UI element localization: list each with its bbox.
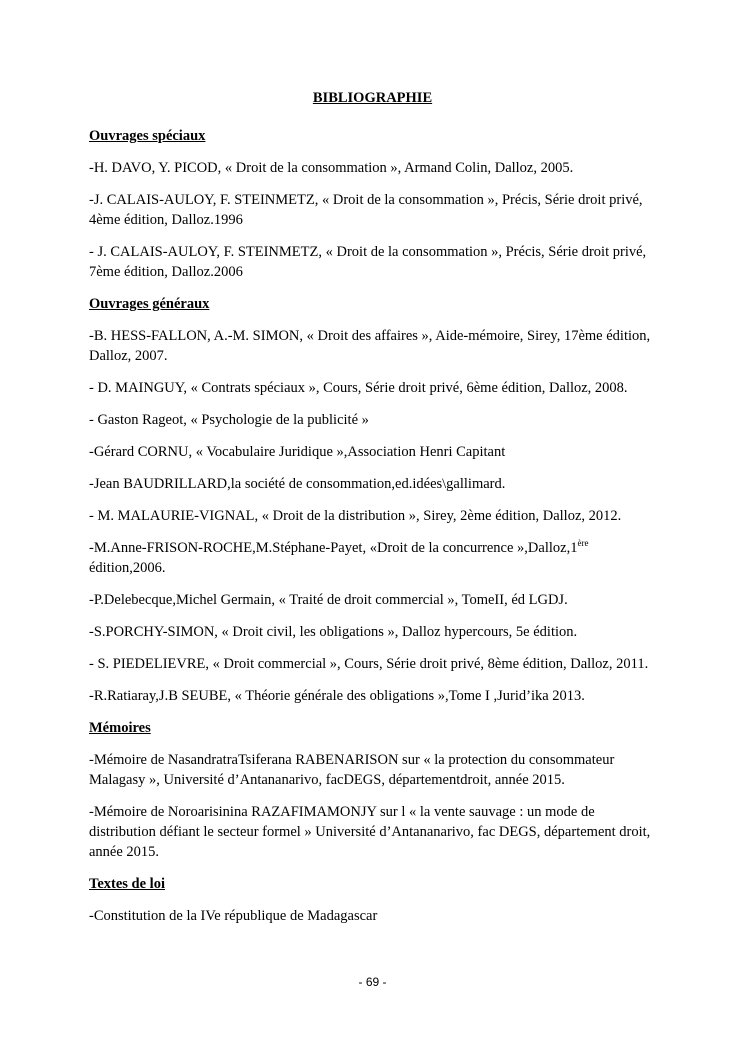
entry-text: -M.Anne-FRISON-ROCHE,M.Stéphane-Payet, «Droit de la concurrence »,Dalloz,1 (89, 540, 578, 556)
section-heading-textes-de-loi: Textes de loi (89, 876, 165, 892)
bibliography-entry: - J. CALAIS-AULOY, F. STEINMETZ, « Droit de la consommation », Précis, Série droit privé, 7ème édition, Dalloz.2006 (89, 244, 647, 280)
bibliography-entry: -R.Ratiaray,J.B SEUBE, « Théorie générale des obligations »,Tome I ,Jurid’ika 2013. (89, 688, 585, 704)
bibliography-entry: -P.Delebecque,Michel Germain, « Traité de droit commercial », TomeII, éd LGDJ. (89, 592, 568, 608)
bibliography-entry: -Constitution de la IVe république de Madagascar (89, 908, 378, 924)
section-heading-ouvrages-speciaux: Ouvrages spéciaux (89, 128, 206, 144)
section-heading-memoires: Mémoires (89, 720, 151, 736)
bibliography-entry: -Mémoire de Noroarisinina RAZAFIMAMONJY sur l « la vente sauvage : un mode de distribution défiant le secteur formel » Université d’Antananarivo, fac DEGS, département droit, année 2015. (89, 804, 651, 860)
bibliography-entry: -B. HESS-FALLON, A.-M. SIMON, « Droit des affaires », Aide-mémoire, Sirey, 17ème édition, Dalloz, 2007. (89, 328, 651, 364)
bibliography-entry-frison-roche (89, 538, 651, 578)
page-title: BIBLIOGRAPHIE (312, 90, 433, 106)
page-number: - 69 - (358, 975, 387, 989)
bibliography-entry: - S. PIEDELIEVRE, « Droit commercial », Cours, Série droit privé, 8ème édition, Dalloz, 2011. (89, 656, 649, 672)
bibliography-entry: - D. MAINGUY, « Contrats spéciaux », Cours, Série droit privé, 6ème édition, Dalloz, 2008. (89, 380, 628, 396)
bibliography-entry: -Jean BAUDRILLARD,la société de consommation,ed.idées\gallimard. (89, 476, 506, 492)
bibliography-entry: -Mémoire de NasandratraTsiferana RABENARISON sur « la protection du consommateur Malagasy », Université d’Antananarivo, facDEGS, départementdroit, année 2015. (89, 752, 615, 788)
bibliography-entry: -J. CALAIS-AULOY, F. STEINMETZ, « Droit de la consommation », Précis, Série droit privé, 4ème édition, Dalloz.1996 (89, 192, 643, 228)
bibliography-entry: - M. MALAURIE-VIGNAL, « Droit de la distribution », Sirey, 2ème édition, Dalloz, 2012. (89, 508, 622, 524)
bibliography-entry: -Gérard CORNU, « Vocabulaire Juridique »,Association Henri Capitant (89, 444, 506, 460)
section-heading-ouvrages-generaux: Ouvrages généraux (89, 296, 210, 312)
entry-text-continued: édition,2006. (89, 560, 166, 576)
bibliography-entry: - Gaston Rageot, « Psychologie de la publicité » (89, 412, 369, 428)
ordinal-superscript: ère (577, 538, 589, 549)
bibliography-entry: -H. DAVO, Y. PICOD, « Droit de la consommation », Armand Colin, Dalloz, 2005. (89, 160, 574, 176)
bibliography-entry: -S.PORCHY-SIMON, « Droit civil, les obligations », Dalloz hypercours, 5e édition. (89, 624, 578, 640)
bibliography-body (89, 126, 651, 938)
